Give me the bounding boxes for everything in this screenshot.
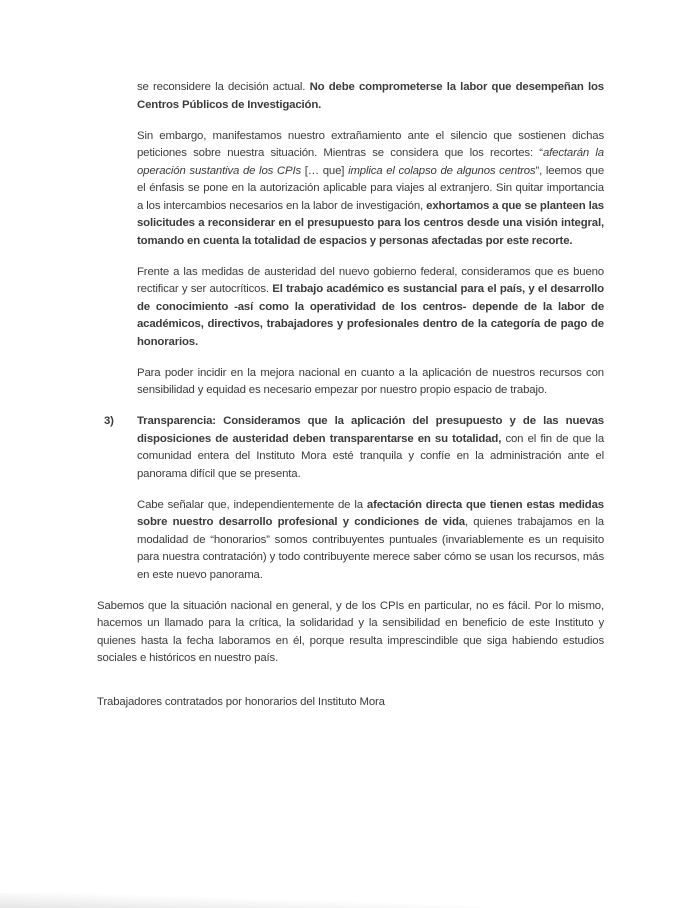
signature-line	[97, 694, 604, 712]
text-run-bold: No debe comprometerse la labor que desempeñan los Centros Públicos de Investigación.	[137, 81, 604, 111]
text-run: [… que]	[304, 164, 349, 177]
text-run: Para poder incidir en la mejora nacional en cuanto a la aplicación de nuestros recursos con sensibilidad y equidad es necesario empezar por nuestro propio espacio de trabajo.	[137, 366, 604, 396]
text-run: ”, leemos que el énfasis se pone en la autorización aplicable para viajes al extranjero. Sin quitar importancia a los intercambios necesarios en la labor de investigación,	[137, 164, 605, 212]
paragraph-3	[137, 264, 604, 352]
text-run-bold: Transparencia: Consideramos que la aplicación del presupuesto y de las nuevas disposiciones de austeridad deben transparentarse en su totalidad,	[137, 415, 604, 445]
text-run: Cabe señalar que, independientemente de la	[137, 498, 367, 511]
text-run: Trabajadores contratados por honorarios del Instituto Mora	[97, 695, 385, 708]
text-run: con el fin de que la comunidad entera del Instituto Mora esté tranquila y confíe en la administración ante el panorama difícil que se presenta.	[137, 432, 604, 480]
letter-body	[97, 79, 604, 725]
text-run: se reconsidere la decisión actual.	[137, 81, 310, 93]
text-run-bold: afectación directa que tienen estas medidas sobre nuestro desarrollo profesional y condiciones de vida	[137, 498, 604, 528]
page-bottom-edge-shadow	[0, 893, 480, 908]
paragraph-4	[137, 365, 604, 400]
paragraph-6	[97, 598, 604, 668]
list-item-3	[104, 413, 604, 483]
text-run-italic: afectarán la operación sustantiva de los CPIs	[137, 147, 604, 177]
text-run: Frente a las medidas de austeridad del nuevo gobierno federal, consideramos que es bueno rectificar y ser autocríticos.	[137, 265, 604, 295]
paragraph-5	[137, 497, 604, 585]
text-run-bold: exhortamos a que se planteen las solicitudes a reconsiderar en el presupuesto para los centros desde una visión integral, tomando en cuenta la totalidad de espacios y personas afectadas por este recorte.	[137, 199, 604, 247]
text-run-italic: implica el colapso de algunos centros	[348, 164, 536, 177]
text-run: Sin embargo, manifestamos nuestro extrañamiento ante el silencio que sostienen dichas peticiones sobre nuestra situación. Mientras se considera que los recortes: “	[137, 129, 604, 159]
paragraph-2	[137, 128, 604, 251]
text-run-bold: El trabajo académico es sustancial para el país, y el desarrollo de conocimiento -así como la operatividad de los centros- depende de la labor de académicos, directivos, trabajadores y profesionales dentro de la categoría de pago de honorarios.	[137, 283, 604, 348]
list-item-number: 3)	[104, 415, 114, 427]
paragraph-1	[137, 79, 604, 114]
text-run: Sabemos que la situación nacional en general, y de los CPIs en particular, no es fácil. Por lo mismo, hacemos un llamado para la crítica, la solidaridad y la sensibilidad en beneficio de este Instituto y quienes hasta la fecha laboramos en él, porque resulta imprescindible que siga habiendo estudios sociales e históricos en nuestro país.	[97, 599, 604, 664]
text-run: , quienes trabajamos en la modalidad de “honorarios” somos contribuyentes puntuales (invariablemente es un requisito para nuestra contratación) y todo contribuyente merece saber cómo se usan los recursos, más en este nuevo panorama.	[137, 516, 604, 581]
